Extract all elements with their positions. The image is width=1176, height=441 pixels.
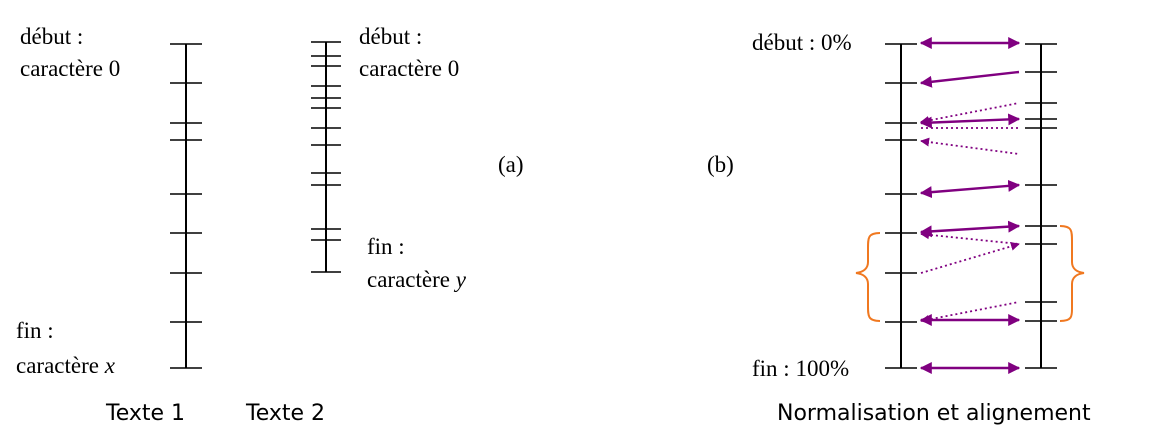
texte2-end-line1: fin : [367,234,405,259]
arrow-dotted-5 [921,244,1019,273]
arrow-solid-1 [921,72,1019,83]
texte1-start-line1: début : [20,24,84,49]
arrow-dotted-3 [921,141,1019,154]
left-brace [856,233,880,321]
normalised-left-axis [885,44,917,368]
texte2-axis [311,42,341,272]
texte2-caption: Texte 2 [246,401,326,426]
arrow-solid-3 [921,185,1019,193]
normalised-end-label: fin : 100% [752,356,850,381]
normalised-start-label: début : 0% [752,30,852,55]
texte1-axis [170,44,202,368]
arrow-solid-2 [921,119,1019,123]
arrow-dotted-6 [921,302,1019,321]
texte2-end-variable: y [455,267,466,292]
texte2-end-line2 [367,267,467,292]
normalised-caption: Normalisation et alignement [777,401,1091,426]
alignment-arrows [921,43,1019,368]
texte1-end-variable: x [104,353,115,378]
texte2-start-line1: début : [359,24,423,49]
panel-a-label: (a) [498,152,524,177]
texte2-end-prefix: caractère [367,267,456,292]
texte1-end-prefix: caractère [16,353,105,378]
texte1-end-line2 [16,353,116,378]
texte2-start-line2: caractère 0 [359,56,460,81]
arrow-solid-4 [921,226,1019,232]
texte1-caption: Texte 1 [106,401,186,426]
arrow-dotted-4 [921,234,1019,244]
texte1-end-line1: fin : [16,318,54,343]
panel-b-label: (b) [707,152,734,177]
texte1-start-line2: caractère 0 [20,56,121,81]
right-brace [1060,226,1084,321]
normalised-right-axis [1025,44,1057,368]
